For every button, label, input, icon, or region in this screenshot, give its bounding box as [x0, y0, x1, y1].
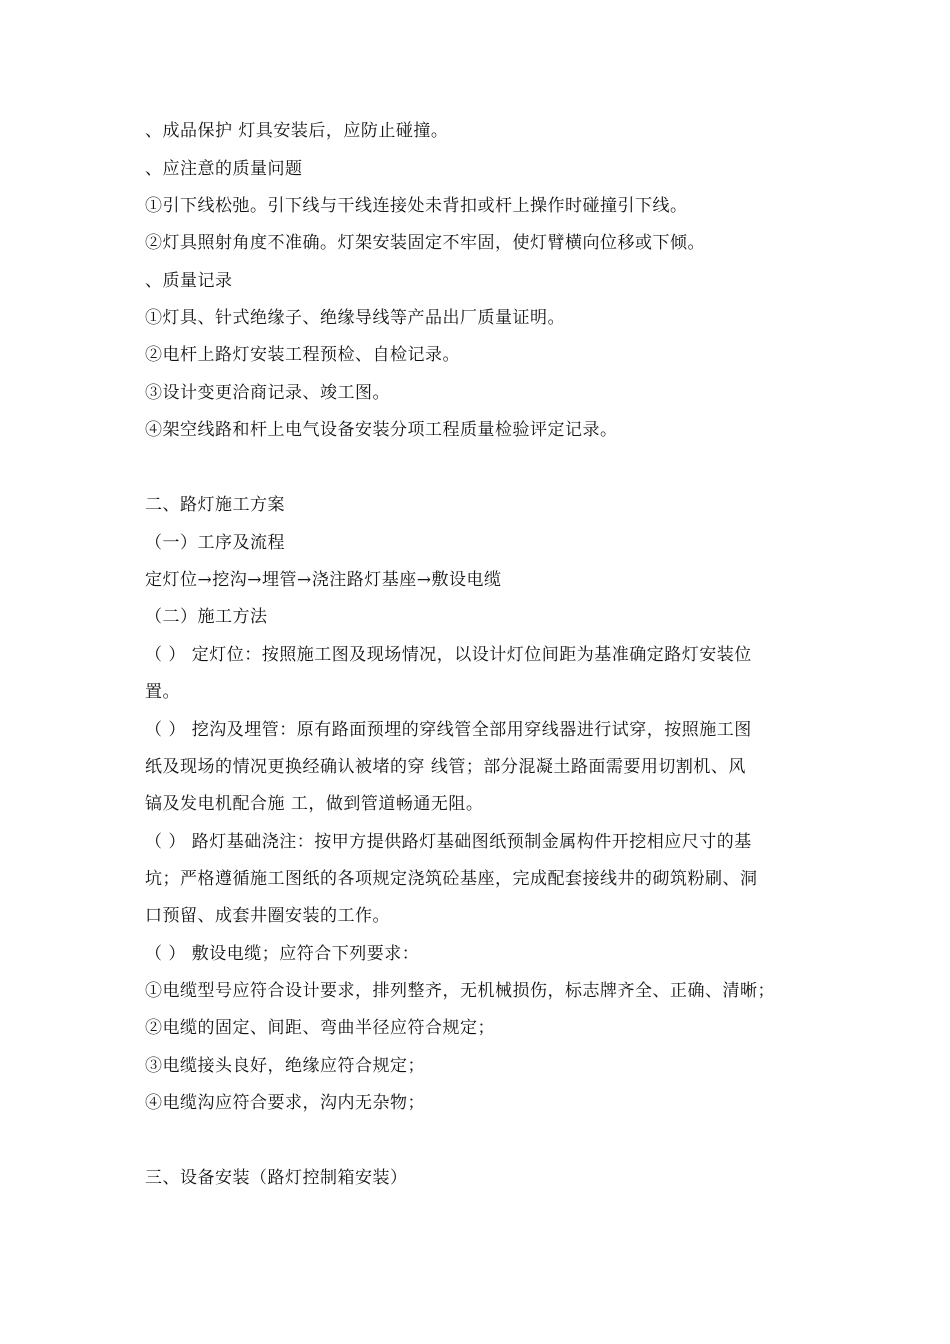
- text-line: 纸及现场的情况更换经确认被堵的穿 线管；部分混凝土路面需要用切割机、风: [145, 757, 746, 777]
- text-line: ④架空线路和杆上电气设备安装分项工程质量检验评定记录。: [145, 420, 618, 440]
- text-line: （ ） 敷设电缆；应符合下列要求：: [145, 944, 420, 964]
- text-line: 口预留、成套井圈安装的工作。: [145, 906, 390, 926]
- text-line: （ ） 路灯基础浇注：按甲方提供路灯基础图纸预制金属构件开挖相应尺寸的基: [145, 832, 752, 852]
- text-line: ②电缆的固定、间距、弯曲半径应符合规定；: [145, 1018, 495, 1038]
- subsection-heading: （一）工序及流程: [145, 533, 285, 553]
- text-line: 坑；严格遵循施工图纸的各项规定浇筑砼基座，完成配套接线井的砌筑粉刷、洞: [145, 869, 758, 889]
- text-line: 镐及发电机配合施 工，做到管道畅通无阻。: [145, 794, 484, 814]
- text-line: ④电缆沟应符合要求，沟内无杂物；: [145, 1093, 425, 1113]
- text-line: 、应注意的质量问题: [145, 159, 303, 179]
- section-heading: 三、设备安装（路灯控制箱安装）: [145, 1168, 408, 1188]
- subsection-heading: （二）施工方法: [145, 607, 268, 627]
- text-line: ③电缆接头良好，绝缘应符合规定；: [145, 1056, 425, 1076]
- section-heading: 二、路灯施工方案: [145, 495, 285, 515]
- text-line: 置。: [145, 682, 180, 702]
- text-line: 定灯位→挖沟→埋管→浇注路灯基座→敷设电缆: [145, 570, 502, 590]
- text-line: ①电缆型号应符合设计要求，排列整齐，无机械损伤，标志牌齐全、正确、清晰；: [145, 981, 775, 1001]
- text-line: （ ） 挖沟及埋管：原有路面预埋的穿线管全部用穿线器进行试穿，按照施工图: [145, 720, 752, 740]
- text-line: ③设计变更洽商记录、竣工图。: [145, 383, 390, 403]
- text-line: （ ） 定灯位：按照施工图及现场情况，以设计灯位间距为基准确定路灯安装位: [145, 645, 752, 665]
- text-line: ①引下线松弛。引下线与干线连接处未背扣或杆上操作时碰撞引下线。: [145, 196, 688, 216]
- text-line: ②灯具照射角度不准确。灯架安装固定不牢固，使灯臂横向位移或下倾。: [145, 233, 705, 253]
- text-line: ②电杆上路灯安装工程预检、自检记录。: [145, 345, 460, 365]
- text-line: 、质量记录: [145, 271, 233, 291]
- text-line: 、成品保护 灯具安装后，应防止碰撞。: [145, 121, 449, 141]
- text-line: ①灯具、针式绝缘子、绝缘导线等产品出厂质量证明。: [145, 308, 565, 328]
